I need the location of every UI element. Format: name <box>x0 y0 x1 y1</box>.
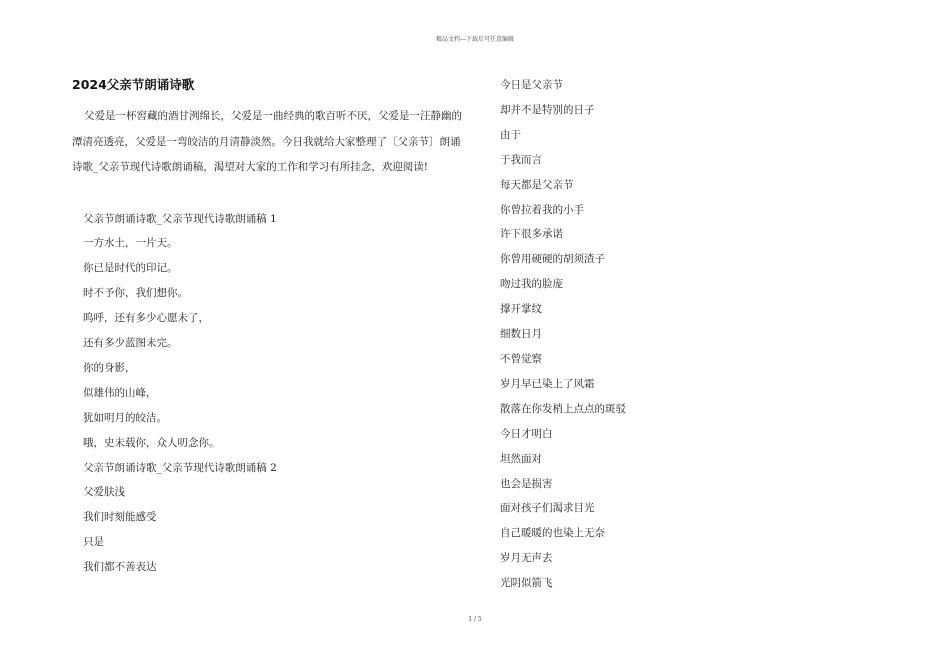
poem-heading-1: 父亲节朗诵诗歌_父亲节现代诗歌朗诵稿 1 <box>83 212 277 225</box>
poem-line: 你曾用硬硬的胡须渣子 <box>500 253 605 266</box>
poem-line: 一方水土，一片天。 <box>83 237 178 250</box>
poem-line: 今日是父亲节 <box>500 79 563 91</box>
poem-line: 许下很多承诺 <box>500 228 563 241</box>
poem-line: 不曾觉察 <box>500 352 542 365</box>
left-column <box>72 76 464 580</box>
right-column <box>500 73 800 596</box>
poem-line: 我们都不善表达 <box>83 561 157 574</box>
poem-line: 自己暖暖的也染上无奈 <box>500 527 605 540</box>
poem-line: 似雄伟的山峰， <box>83 386 157 399</box>
poem-line: 哦，史未载你，众人叨念你。 <box>83 436 220 449</box>
poem-line: 你的身影， <box>83 361 136 374</box>
poem-heading-2: 父亲节朗诵诗歌_父亲节现代诗歌朗诵稿 2 <box>83 461 277 474</box>
poem-line: 我们时刻能感受 <box>83 511 157 524</box>
poem-line: 每天都是父亲节 <box>500 178 574 191</box>
poem-line: 岁月早已染上了风霜 <box>500 377 595 390</box>
poem-line: 你已是时代的印记。 <box>83 262 178 275</box>
poem-line: 呜呼，还有多少心愿未了， <box>83 312 209 325</box>
poem-line: 父爱肤浅 <box>83 486 125 499</box>
page-number: 1 / 5 <box>468 616 482 623</box>
poem-line: 今日才明白 <box>500 427 553 440</box>
poem-line: 细数日月 <box>500 328 542 341</box>
poem-line: 也会是损害 <box>500 477 553 490</box>
poem-line: 时不予你，我们想你。 <box>83 287 188 300</box>
poem-line: 由于 <box>500 128 521 141</box>
poem-line: 坦然面对 <box>500 452 542 465</box>
poem-line: 只是 <box>83 536 104 549</box>
poem-line: 面对孩子们渴求目光 <box>500 502 595 515</box>
poem-line: 光阴似箭飞 <box>500 577 553 590</box>
poem-line: 你曾拉着我的小手 <box>500 203 584 216</box>
poem-line: 岁月无声去 <box>500 552 553 565</box>
spacer <box>72 181 464 207</box>
document-title: 2024父亲节朗诵诗歌 <box>72 77 195 92</box>
poem-line: 还有多少蓝图未完。 <box>83 337 178 350</box>
poem-line: 散落在你发梢上点点的斑驳 <box>500 402 626 415</box>
poem-line: 吻过我的脸庞 <box>500 278 563 291</box>
intro-paragraph: 父爱是一杯窖藏的酒甘洌绵长，父爱是一曲经典的歌百听不厌，父爱是一汪静幽的潭清亮透亮，父爱是一弯皎洁的月清静淡然。今日我就给大家整理了〔父亲节〕朗诵诗歌_父亲节现代诗歌朗诵稿，渴望对大家的工作和学习有所挂念，欢迎阅读! <box>72 110 462 173</box>
poem-line: 却并不是特别的日子 <box>500 103 595 116</box>
left-poem-lines <box>72 207 464 581</box>
page-header: 精品文档---下载后可任意编辑 <box>435 36 515 43</box>
poem-line: 于我而言 <box>500 153 542 166</box>
poem-line: 犹如明月的皎洁。 <box>83 411 167 424</box>
poem-line: 撑开掌纹 <box>500 303 542 316</box>
